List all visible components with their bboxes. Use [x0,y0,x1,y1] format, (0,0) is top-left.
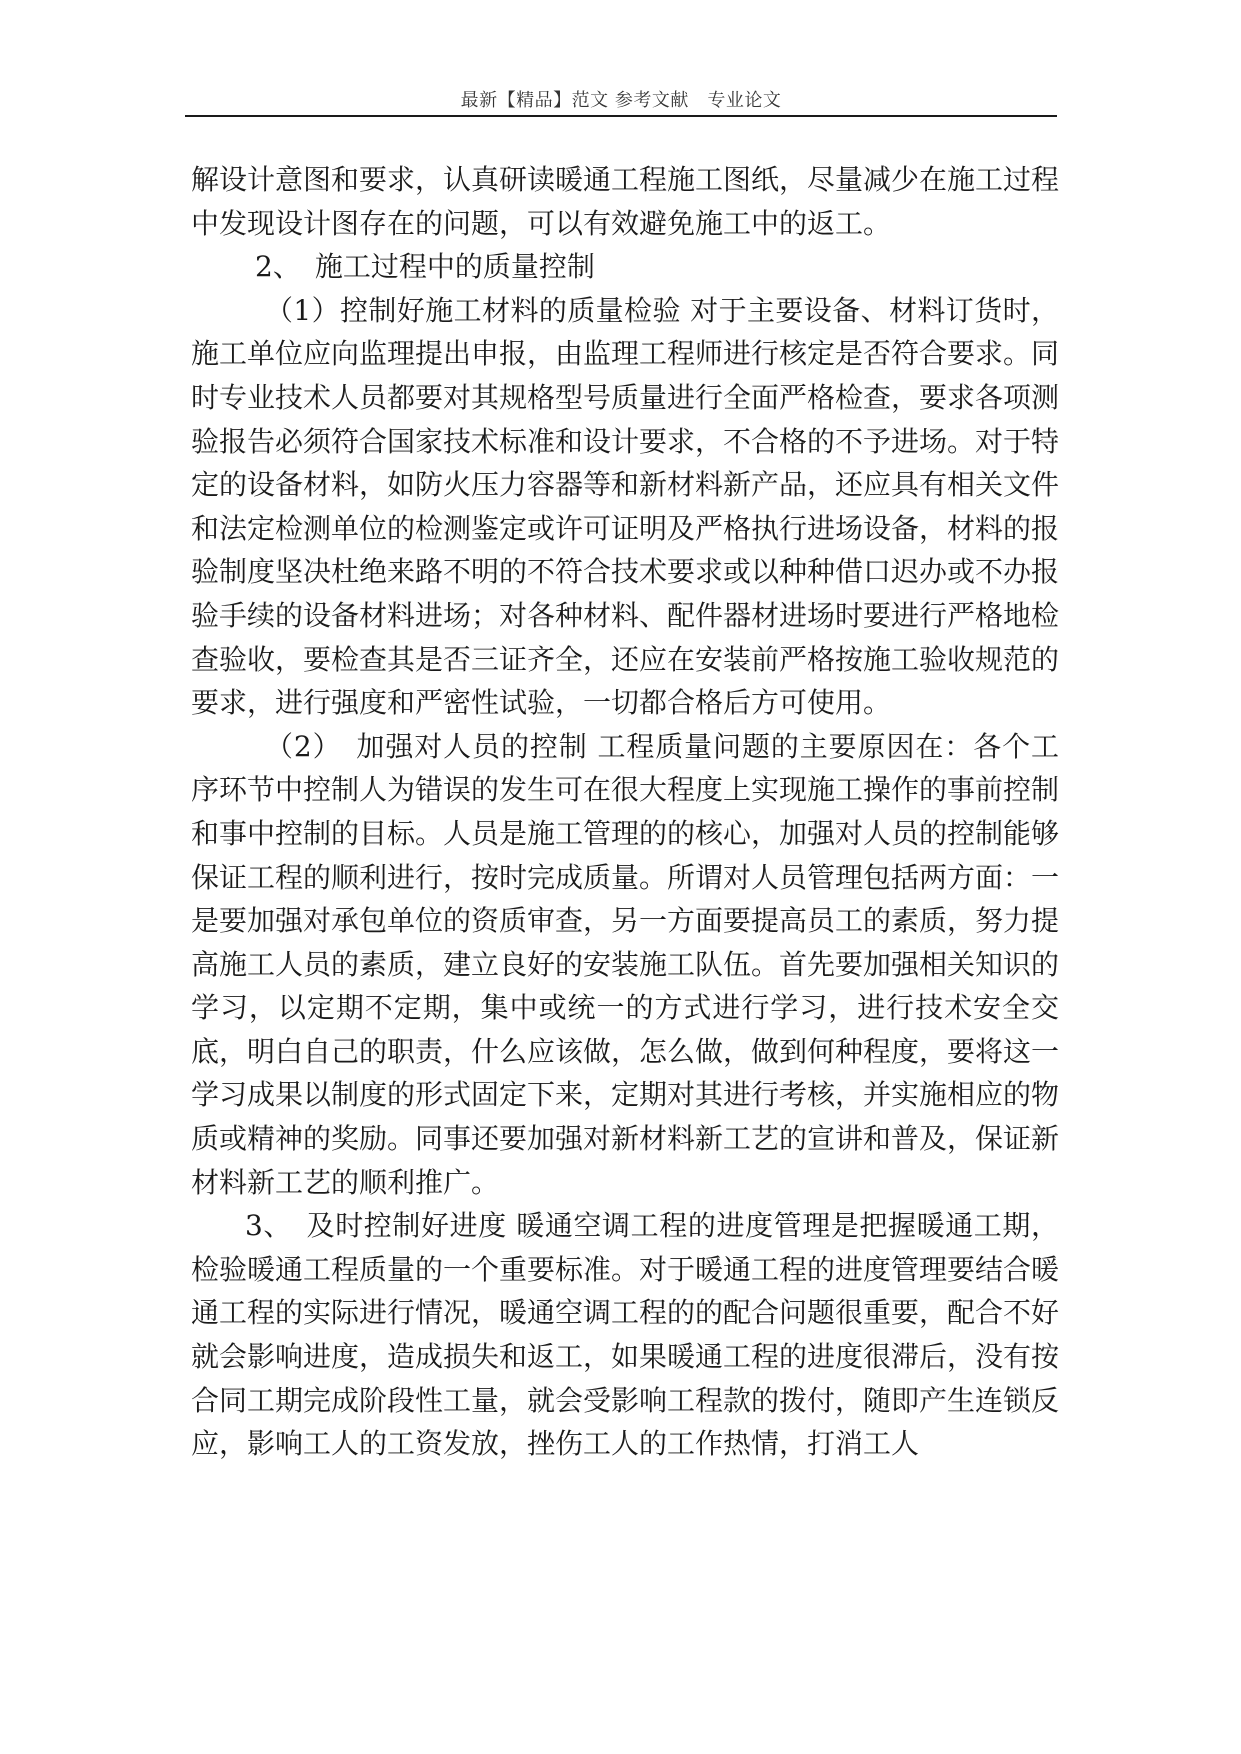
paragraph-personnel-control: （2） 加强对人员的控制 工程质量问题的主要原因在：各个工序环节中控制人为错误的发生可在很大程度上实现施工操作的事前控制和事中控制的目标。人员是施工管理的的核心，加强对人员的控制能够保证工程的顺利进行，按时完成质量。所谓对人员管理包括两方面：一是要加强对承包单位的资质审查，另一方面要提高员工的素质，努力提高施工人员的素质，建立良好的安装施工队伍。首先要加强相关知识的学习，以定期不定期，集中或统一的方式进行学习，进行技术安全交底，明白自己的职责，什么应该做，怎么做，做到何种程度，要将这一学习成果以制度的形式固定下来，定期对其进行考核，并实施相应的物质或精神的奖励。同事还要加强对新材料新工艺的宣讲和普及，保证新材料新工艺的顺利推广。 [191,729,1060,1199]
paragraph-material-quality: （1）控制好施工材料的质量检验 对于主要设备、材料订货时，施工单位应向监理提出申报，由监理工程师进行核定是否符合要求。同时专业技术人员都要对其规格型号质量进行全面严格检查，要求各项测验报告必须符合国家技术标准和设计要求，不合格的不予进场。对于特定的设备材料，如防火压力容器等和新材料新产品，还应具有相关文件和法定检测单位的检测鉴定或许可证明及严格执行进场设备，材料的报验制度坚决杜绝来路不明的不符合技术要求或以种种借口迟办或不办报验手续的设备材料进场；对各种材料、配件器材进场时要进行严格地检查验收，要检查其是否三证齐全，还应在安装前严格按施工验收规范的要求，进行强度和严密性试验，一切都合格后方可使用。 [191,293,1060,720]
section-heading-2: 2、 施工过程中的质量控制 [255,250,595,284]
paragraph-continuation: 解设计意图和要求，认真研读暖通工程施工图纸，尽量减少在施工过程中发现设计图存在的问题，可以有效避免施工中的返工。 [191,163,1060,240]
body-text [191,158,1059,1466]
paragraph-schedule-control: 3、 及时控制好进度 暖通空调工程的进度管理是把握暖通工期，检验暖通工程质量的一个重要标准。对于暖通工程的进度管理要结合暖通工程的实际进行情况，暖通空调工程的的配合问题很重要，配合不好就会影响进度，造成损失和返工，如果暖通工程的进度很滞后，没有按合同工期完成阶段性工量，就会受影响工程款的拨付，随即产生连锁反应，影响工人的工资发放，挫伤工人的工作热情，打消工人 [191,1209,1060,1461]
page-header: 最新【精品】范文 参考文献 专业论文 [460,90,782,111]
header-divider [185,115,1057,117]
